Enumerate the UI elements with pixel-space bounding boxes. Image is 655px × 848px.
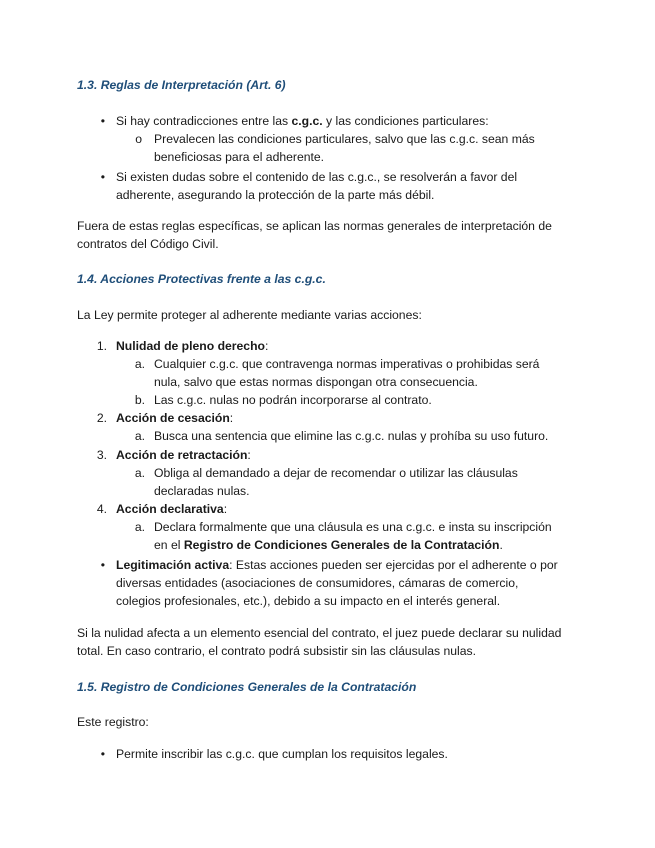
sub-list-letter: a. bbox=[134, 429, 145, 443]
sub-bullet-marker: o bbox=[135, 132, 142, 146]
list-item: Si hay contradicciones entre las c.g.c. y las condiciones particulares: bbox=[116, 114, 489, 128]
paragraph: Este registro: bbox=[77, 715, 149, 729]
list-item: Permite inscribir las c.g.c. que cumplan los requisitos legales. bbox=[116, 747, 448, 761]
list-number: 4. bbox=[96, 502, 107, 516]
bullet-marker: • bbox=[100, 558, 105, 572]
list-item-title: Acción de cesación: bbox=[116, 411, 234, 425]
sub-list-item: Las c.g.c. nulas no podrán incorporarse al contrato. bbox=[154, 393, 432, 407]
list-item-title: Acción de retractación: bbox=[116, 448, 251, 462]
sub-list-item: Declara formalmente que una cláusula es una c.g.c. e insta su inscripción en el Registro de Condiciones Generales de la Contratación. bbox=[154, 520, 552, 552]
sub-list-item: Obliga al demandado a dejar de recomendar o utilizar las cláusulas declaradas nulas. bbox=[154, 466, 518, 498]
bullet-marker: • bbox=[100, 747, 105, 761]
paragraph: Si la nulidad afecta a un elemento esencial del contrato, el juez puede declarar su nulidad total. En caso contrario, el contrato podrá subsistir sin las cláusulas nulas. bbox=[77, 626, 562, 658]
bullet-marker: • bbox=[100, 170, 105, 184]
sub-list-item: Cualquier c.g.c. que contravenga normas imperativas o prohibidas será nula, salvo que estas normas dispongan otra consecuencia. bbox=[154, 357, 540, 389]
sub-list-letter: a. bbox=[134, 520, 145, 534]
list-item-title: Acción declarativa: bbox=[116, 502, 228, 516]
list-number: 1. bbox=[96, 339, 107, 353]
list-item-title: Nulidad de pleno derecho: bbox=[116, 339, 269, 353]
list-item: Si existen dudas sobre el contenido de las c.g.c., se resolverán a favor del adherente, asegurando la protección de la parte más débil. bbox=[116, 170, 518, 202]
section-heading: 1.4. Acciones Protectivas frente a las c.g.c. bbox=[77, 272, 326, 286]
paragraph: Fuera de estas reglas específicas, se aplican las normas generales de interpretación de contratos del Código Civil. bbox=[77, 219, 552, 251]
sub-list-letter: b. bbox=[134, 393, 145, 407]
sub-list-letter: a. bbox=[134, 357, 145, 371]
bullet-marker: • bbox=[100, 114, 105, 128]
section-heading: 1.3. Reglas de Interpretación (Art. 6) bbox=[77, 78, 286, 92]
section-heading: 1.5. Registro de Condiciones Generales de la Contratación bbox=[77, 680, 417, 694]
sub-list-letter: a. bbox=[134, 466, 145, 480]
paragraph: La Ley permite proteger al adherente mediante varias acciones: bbox=[77, 308, 422, 322]
sub-list-item: Prevalecen las condiciones particulares, salvo que las c.g.c. sean más beneficiosas para el adherente. bbox=[154, 132, 535, 164]
sub-list-item: Busca una sentencia que elimine las c.g.c. nulas y prohíba su uso futuro. bbox=[154, 429, 549, 443]
list-number: 2. bbox=[96, 411, 107, 425]
list-item: Legitimación activa: Estas acciones pueden ser ejercidas por el adherente o por diversas entidades (asociaciones de consumidores, cámaras de comercio, colegios profesionales, etc.), debido a su impacto en el interés general. bbox=[116, 558, 558, 608]
list-number: 3. bbox=[96, 448, 107, 462]
